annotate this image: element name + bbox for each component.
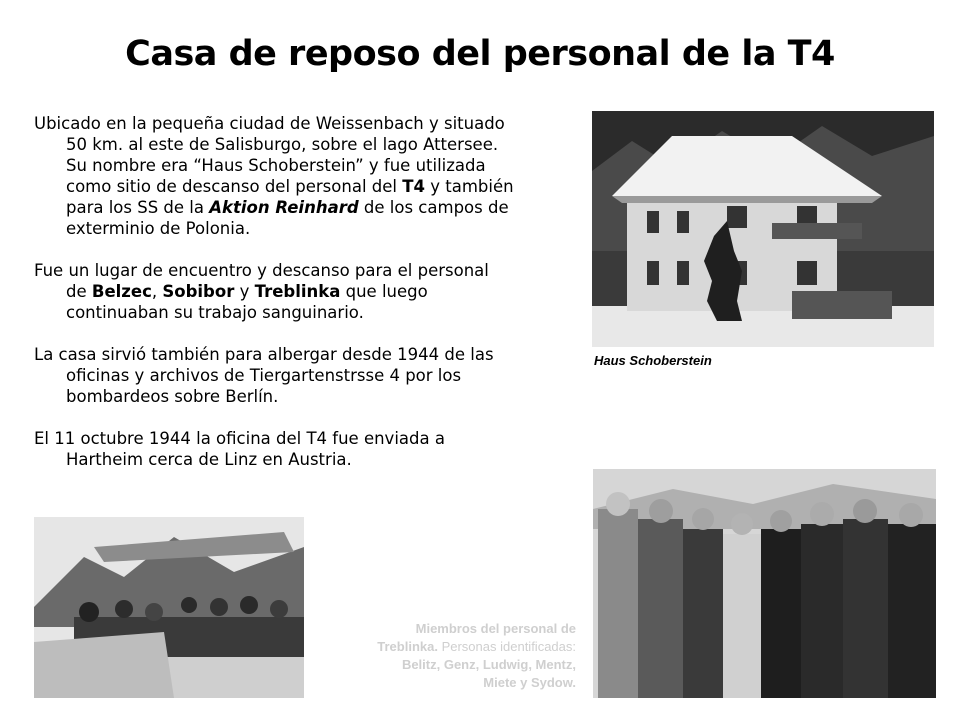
caption-span: Treblinka. [377, 639, 438, 654]
caption-span: Personas identificadas: [437, 639, 576, 654]
text-span: , [151, 282, 163, 301]
text-span: y [234, 282, 255, 301]
staff-caption [308, 620, 576, 692]
paragraph-archives: La casa sirvió también para albergar desde 1944 de las oficinas y archivos de Tiergartenstrsse 4 por los bombardeos sobre Berlín. [34, 345, 494, 406]
text-span: que luego continuaban su trabajo sanguinario. [66, 282, 428, 322]
text-span: y también para los SS de la [66, 177, 514, 217]
bold-belzec: Belzec [91, 282, 152, 301]
text-span: Ubicado en la pequeña ciudad de Weissenbach y situado 50 km. al este de Salisburgo, sobre el lago Attersee. Su nombre era “Haus Schoberstein” y fue utilizada como sitio de descanso del personal del [34, 114, 505, 196]
terrace-photo [34, 517, 304, 698]
slide-title: Casa de reposo del personal de la T4 [125, 34, 835, 74]
caption-line: Miembros del personal de [415, 621, 576, 636]
bold-sobibor: Sobibor [162, 282, 235, 301]
caption-line: Belitz, Genz, Ludwig, Mentz, [401, 657, 576, 672]
text-span: de los campos de exterminio de Polonia. [66, 198, 509, 238]
house-caption: Haus Schoberstein [594, 353, 712, 368]
caption-line: Miete y Sydow. [483, 675, 576, 690]
bold-treblinka: Treblinka [254, 282, 341, 301]
paragraph-location [34, 113, 514, 239]
caption-line [308, 638, 576, 656]
house-photo [592, 111, 934, 347]
bold-t4: T4 [402, 177, 425, 196]
paragraph-transfer: El 11 octubre 1944 la oficina del T4 fue enviada a Hartheim cerca de Linz en Austria. [34, 429, 445, 469]
staff-group-photo [593, 469, 936, 698]
paragraph-meeting [34, 260, 514, 323]
text-span: Fue un lugar de encuentro y descanso para el personal de [34, 261, 489, 301]
bold-aktion-reinhard: Aktion Reinhard [209, 198, 359, 217]
body-text [34, 113, 514, 491]
